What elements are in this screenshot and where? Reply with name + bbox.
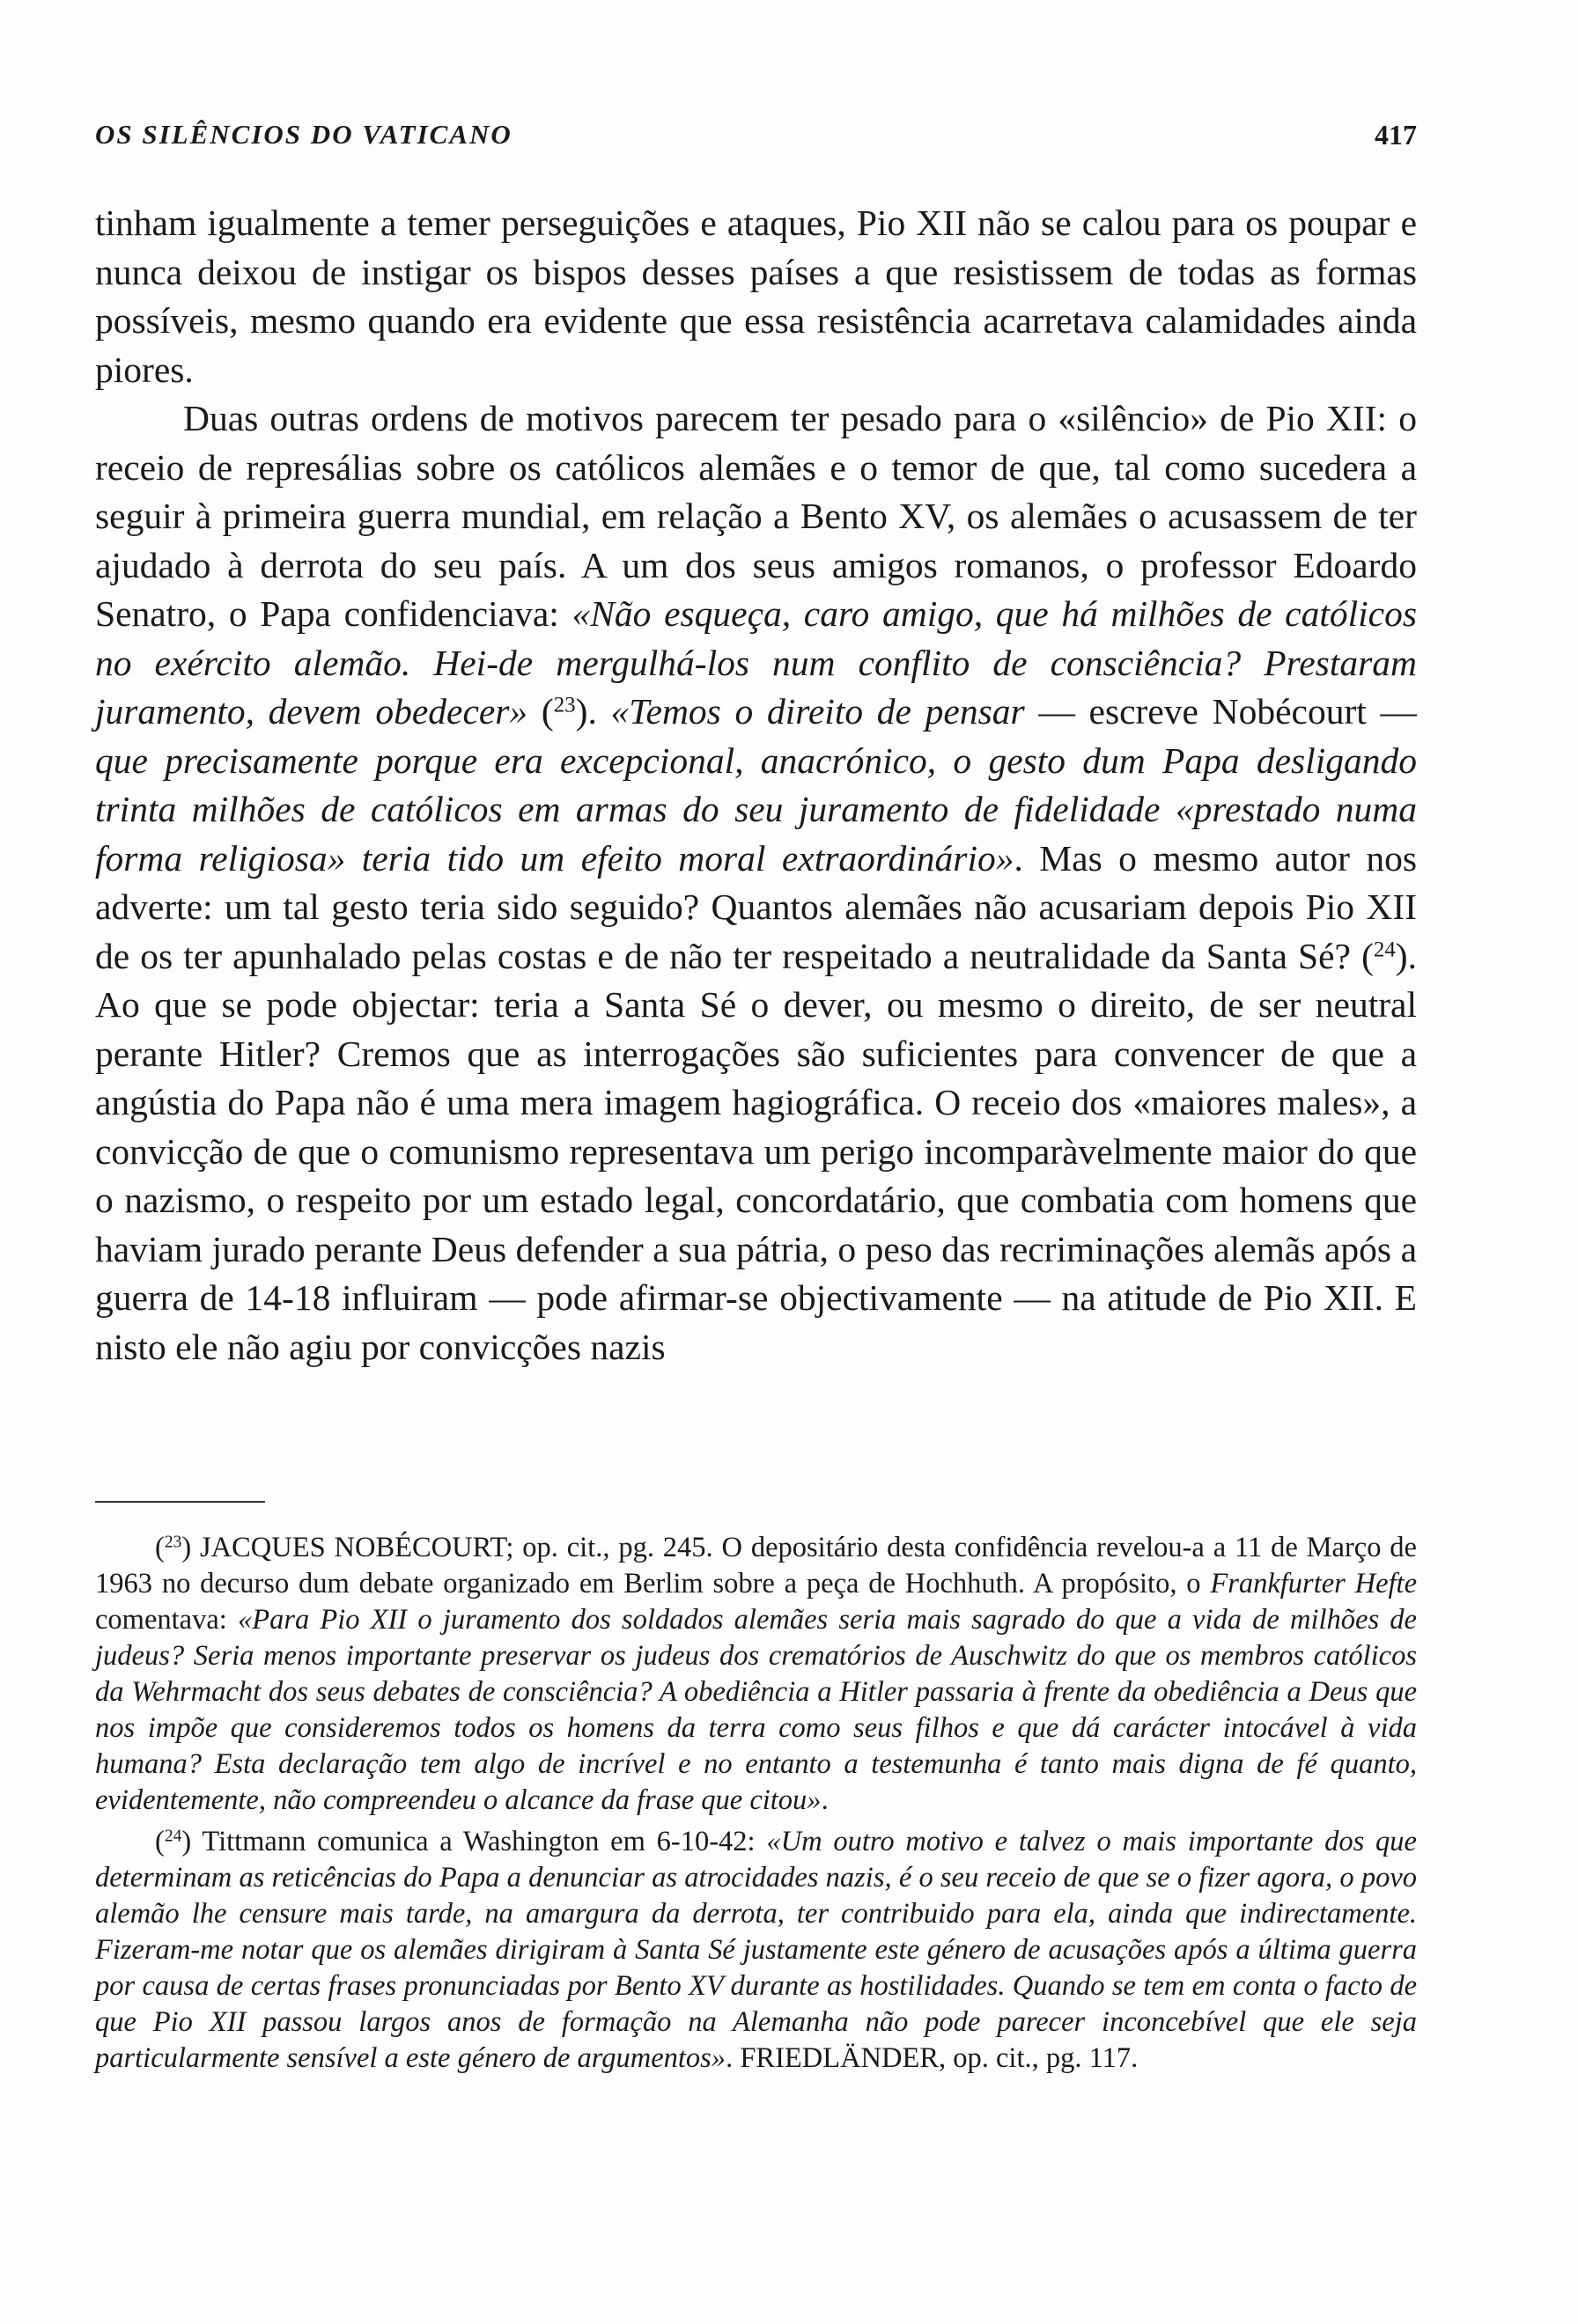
footnote-24-mark: 24	[164, 1827, 182, 1846]
footnote-24-text-a: Tittmann comunica a Washington em 6-10-42:	[202, 1826, 767, 1857]
footnote-ref-24: 24	[1373, 937, 1396, 961]
body-text	[95, 199, 1417, 1372]
footnote-23-text-a: JACQUES NOBÉCOURT; op. cit., pg. 245. O depositário desta confidência revelou-a a 11 de Março de 1963 no decurso dum debate organizado em Berlim sobre a peça de Hochhuth. A propósito, o	[95, 1532, 1417, 1600]
paragraph-2-text-a: Duas outras ordens de motivos parecem ter pesado para o «silêncio» de Pio XII: o receio de represálias sobre os católicos alemães e o temor de que, tal como sucedera a seguir à primeira guerra mundial, em relação a Bento XV, os alemães o acusassem de ter ajudado à derrota do seu país. A um dos seus amigos romanos, o professor Edoardo Senatro, o Papa confidenciava:	[95, 398, 1417, 634]
footnote-23: ($^{23}$) JACQUES NOBÉCOURT; op. cit., pg. 245. O depositário desta confidência revelou-a a 11 de Março de 1963 no decurso dum debate organizado em Berlim sobre a peça de Hochhuth. A propósito, o Frankfurter Hefte comentava: «Para Pio XII o juramento dos soldados alemães seria mais sagrado do que a vida de milhões de judeus? Seria menos importante preservar os judeus dos crematórios de Auschwitz do que os membros católicos da Wehrmacht dos seus debates de consciência? A obediência a Hitler passaria à frente da obediência a Deus que nos impõe que consideremos todos os homens da terra como seus filhos e que dá carácter intocável à vida humana? Esta declaração tem algo de incrível e no entanto a testemunha é tanto mais digna de fé quanto, evidentemente, não compreendeu o alcance da frase que citou».	[95, 1532, 1417, 1816]
footnote-23-title: Frankfurter Hefte	[1210, 1568, 1417, 1600]
footnote-23-text-b: comentava:	[95, 1604, 238, 1636]
page-number: 417	[1375, 119, 1417, 151]
footnotes	[95, 1530, 1417, 2082]
footnote-ref-23: 23	[553, 693, 576, 717]
quote-nobecourt-b: que precisamente porque era excepcional, anacrónico, o gesto dum Papa desligando trinta milhões de católicos em armas do seu juramento de fidelidade «prestado numa forma religiosa» teria tido um efeito moral extraordinário»	[95, 739, 1417, 879]
quote-nobecourt-a: «Temos o direito de pensar	[610, 691, 1025, 732]
footnote-rule	[95, 1501, 265, 1503]
running-head: OS SILÊNCIOS DO VATICANO	[95, 119, 512, 150]
paragraph-2-text-d: . Mas o mesmo autor nos adverte: um tal gesto teria sido seguido? Quantos alemães não acusariam depois Pio XII de os ter apunhalado pelas costas e de não ter respeitado a neutralidade da Santa Sé? (	[95, 837, 1418, 976]
footnote-24-quote: «Um outro motivo e talvez o mais importante dos que determinam as reticências do Papa a denunciar as atrocidades nazis, é o seu receio de que se o fizer agora, o povo alemão lhe censure mais tarde, na amargura da derrota, ter contribuido para ela, ainda que indirectamente. Fizeram-me notar que os alemães dirigiram à Santa Sé justamente este género de acusações após a última guerra por causa de certas frases pronunciadas por Bento XV durante as hostilidades. Quando se tem em conta o facto de que Pio XII passou largos anos de formação na Alemanha não pode parecer inconcebível que ele seja particularmente sensível a este género de argumentos»	[95, 1826, 1417, 2074]
paragraph-2-text-c: — escreve Nobécourt —	[1024, 691, 1417, 732]
paragraph-2-text-b: .	[587, 691, 611, 732]
quote-pius-xii: «Não esqueça, caro amigo, que há milhões de católicos no exército alemão. Hei-de mergulhá-los num conflito de consciência? Prestaram juramento, devem obedecer»	[95, 593, 1417, 732]
footnote-24-text-b: . FRIEDLÄNDER, op. cit., pg. 117.	[726, 2042, 1139, 2074]
footnote-24: ($^{24}$) Tittmann comunica a Washington em 6-10-42: «Um outro motivo e talvez o mais importante dos que determinam as reticências do Papa a denunciar as atrocidades nazis, é o seu receio de que se o fizer agora, o povo alemão lhe censure mais tarde, na amargura da derrota, ter contribuido para ela, ainda que indirectamente. Fizeram-me notar que os alemães dirigiram à Santa Sé justamente este género de acusações após a última guerra por causa de certas frases pronunciadas por Bento XV durante as hostilidades. Quando se tem em conta o facto de que Pio XII passou largos anos de formação na Alemanha não pode parecer inconcebível que ele seja particularmente sensível a este género de argumentos». FRIEDLÄNDER, op. cit., pg. 117.	[95, 1826, 1417, 2074]
footnote-23-mark: 23	[164, 1533, 182, 1552]
footnote-23-end: .	[821, 1784, 829, 1816]
paragraph-1: tinham igualmente a temer perseguições e ataques, Pio XII não se calou para os poupar e nunca deixou de instigar os bispos desses países a que resistissem de todas as formas possíveis, mesmo quando era evidente que essa resistência acarretava calamidades ainda piores.	[95, 202, 1417, 390]
page-header	[95, 113, 1417, 157]
paragraph-2-text-e: ). Ao que se pode objectar: teria a Santa Sé o dever, ou mesmo o direito, de ser neutral perante Hitler? Cremos que as interrogações são suficientes para convencer de que a angústia do Papa não é uma mera imagem hagiográfica. O receio dos «maiores males», a convicção de que o comunismo representava um perigo incomparàvelmente maior do que o nazismo, o respeito por um estado legal, concordatário, que combatia com homens que haviam jurado perante Deus defender a sua pátria, o peso das recriminações alemãs após a guerra de 14-18 influiram — pode afirmar-se objectivamente — na atitude de Pio XII. E nisto ele não agiu por convicções nazis	[95, 935, 1417, 1367]
paragraph-2: Duas outras ordens de motivos parecem ter pesado para o «silêncio» de Pio XII: o receio de represálias sobre os católicos alemães e o temor de que, tal como sucedera a seguir à primeira guerra mundial, em relação a Bento XV, os alemães o acusassem de ter ajudado à derrota do seu país. A um dos seus amigos romanos, o professor Edoardo Senatro, o Papa confidenciava: «Não esqueça, caro amigo, que há milhões de católicos no exército alemão. Hei-de mergulhá-los num conflito de consciência? Prestaram juramento, devem obedecer» ($^{23}$). «Temos o direito de pensar — escreve Nobécourt — que precisamente porque era excepcional, anacrónico, o gesto dum Papa desligando trinta milhões de católicos em armas do seu juramento de fidelidade «prestado numa forma religiosa» teria tido um efeito moral extraordinário». Mas o mesmo autor nos adverte: um tal gesto teria sido seguido? Quantos alemães não acusariam depois Pio XII de os ter apunhalado pelas costas e de não ter respeitado a neutralidade da Santa Sé? ($^{24}$). Ao que se pode objectar: teria a Santa Sé o dever, ou mesmo o direito, de ser neutral perante Hitler? Cremos que as interrogações são suficientes para convencer de que a angústia do Papa não é uma mera imagem hagiográfica. O receio dos «maiores males», a convicção de que o comunismo representava um perigo incomparàvelmente maior do que o nazismo, o respeito por um estado legal, concordatário, que combatia com homens que haviam jurado perante Deus defender a sua pátria, o peso das recriminações alemãs após a guerra de 14-18 influiram — pode afirmar-se objectivamente — na atitude de Pio XII. E nisto ele não agiu por convicções nazis	[95, 398, 1418, 1367]
footnote-23-quote: «Para Pio XII o juramento dos soldados alemães seria mais sagrado do que a vida de milhões de judeus? Seria menos importante preservar os judeus dos crematórios de Auschwitz do que os membros católicos da Wehrmacht dos seus debates de consciência? A obediência a Hitler passaria à frente da obediência a Deus que nos impõe que consideremos todos os homens da terra como seus filhos e que dá carácter intocável à vida humana? Esta declaração tem algo de incrível e no entanto a testemunha é tanto mais digna de fé quanto, evidentemente, não compreendeu o alcance da frase que citou»	[95, 1604, 1417, 1816]
